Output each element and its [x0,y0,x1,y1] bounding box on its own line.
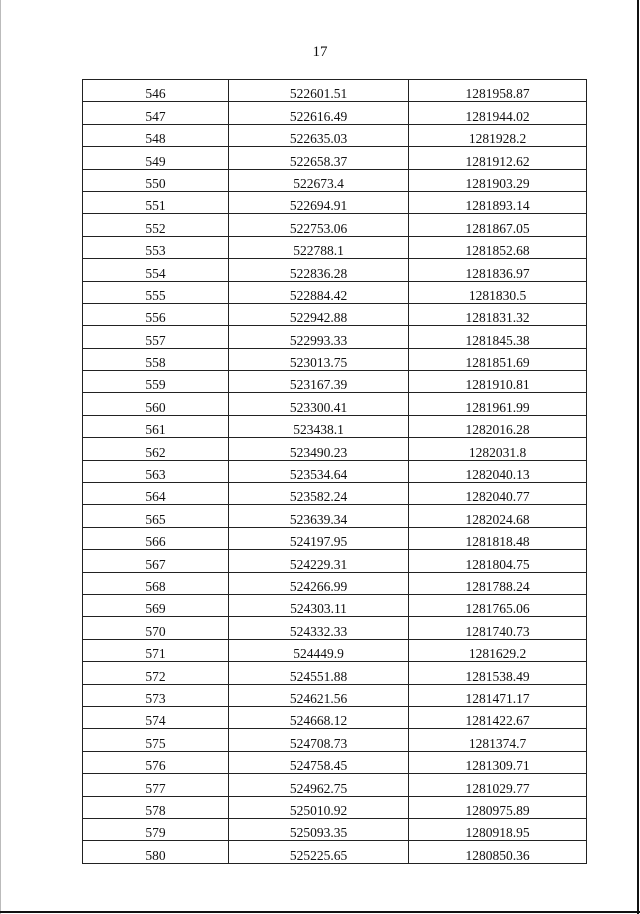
x-coordinate-cell: 522836.28 [229,259,409,281]
x-coordinate-cell: 523438.1 [229,415,409,437]
y-coordinate-cell: 1281851.69 [409,348,587,370]
y-coordinate-cell: 1281836.97 [409,259,587,281]
table-row [83,438,587,460]
point-number-cell: 553 [83,236,229,258]
table-row [83,102,587,124]
x-coordinate-cell: 524449.9 [229,639,409,661]
x-coordinate-cell: 525093.35 [229,818,409,840]
y-coordinate-cell: 1281893.14 [409,191,587,213]
table-row [83,572,587,594]
point-number-cell: 561 [83,415,229,437]
x-coordinate-cell: 522616.49 [229,102,409,124]
point-number-cell: 547 [83,102,229,124]
y-coordinate-cell: 1280850.36 [409,841,587,863]
table-row [83,751,587,773]
point-number-cell: 567 [83,550,229,572]
page-number: 17 [312,44,328,60]
x-coordinate-cell: 524758.45 [229,751,409,773]
coordinates-table [82,79,587,864]
point-number-cell: 579 [83,818,229,840]
table-row [83,796,587,818]
x-coordinate-cell: 522601.51 [229,80,409,102]
y-coordinate-cell: 1281804.75 [409,550,587,572]
table-row [83,236,587,258]
table-row [83,259,587,281]
y-coordinate-cell: 1280975.89 [409,796,587,818]
table-body [83,80,587,864]
x-coordinate-cell: 524551.88 [229,662,409,684]
point-number-cell: 558 [83,348,229,370]
y-coordinate-cell: 1281788.24 [409,572,587,594]
x-coordinate-cell: 522694.91 [229,191,409,213]
x-coordinate-cell: 523582.24 [229,483,409,505]
table-row [83,147,587,169]
point-number-cell: 549 [83,147,229,169]
table-row [83,326,587,348]
table-row [83,841,587,863]
table-row [83,729,587,751]
point-number-cell: 546 [83,80,229,102]
y-coordinate-cell: 1281831.32 [409,303,587,325]
x-coordinate-cell: 522658.37 [229,147,409,169]
x-coordinate-cell: 524197.95 [229,527,409,549]
y-coordinate-cell: 1281629.2 [409,639,587,661]
point-number-cell: 570 [83,617,229,639]
y-coordinate-cell: 1281029.77 [409,774,587,796]
table-row [83,617,587,639]
point-number-cell: 564 [83,483,229,505]
y-coordinate-cell: 1282016.28 [409,415,587,437]
y-coordinate-cell: 1281910.81 [409,371,587,393]
point-number-cell: 568 [83,572,229,594]
point-number-cell: 574 [83,706,229,728]
x-coordinate-cell: 524668.12 [229,706,409,728]
x-coordinate-cell: 524229.31 [229,550,409,572]
point-number-cell: 552 [83,214,229,236]
y-coordinate-cell: 1281944.02 [409,102,587,124]
x-coordinate-cell: 523534.64 [229,460,409,482]
x-coordinate-cell: 523167.39 [229,371,409,393]
y-coordinate-cell: 1281422.67 [409,706,587,728]
x-coordinate-cell: 524266.99 [229,572,409,594]
x-coordinate-cell: 524708.73 [229,729,409,751]
y-coordinate-cell: 1282040.77 [409,483,587,505]
x-coordinate-cell: 522753.06 [229,214,409,236]
table-row [83,639,587,661]
table-row [83,191,587,213]
y-coordinate-cell: 1281538.49 [409,662,587,684]
y-coordinate-cell: 1281852.68 [409,236,587,258]
point-number-cell: 554 [83,259,229,281]
y-coordinate-cell: 1281961.99 [409,393,587,415]
point-number-cell: 551 [83,191,229,213]
point-number-cell: 580 [83,841,229,863]
point-number-cell: 562 [83,438,229,460]
x-coordinate-cell: 524621.56 [229,684,409,706]
x-coordinate-cell: 522884.42 [229,281,409,303]
scan-edge-bottom [0,911,640,913]
table-row [83,415,587,437]
y-coordinate-cell: 1281830.5 [409,281,587,303]
point-number-cell: 557 [83,326,229,348]
x-coordinate-cell: 524332.33 [229,617,409,639]
table-row [83,505,587,527]
y-coordinate-cell: 1281740.73 [409,617,587,639]
y-coordinate-cell: 1281374.7 [409,729,587,751]
y-coordinate-cell: 1281309.71 [409,751,587,773]
x-coordinate-cell: 523300.41 [229,393,409,415]
y-coordinate-cell: 1282031.8 [409,438,587,460]
x-coordinate-cell: 522635.03 [229,124,409,146]
x-coordinate-cell: 523490.23 [229,438,409,460]
y-coordinate-cell: 1280918.95 [409,818,587,840]
point-number-cell: 572 [83,662,229,684]
point-number-cell: 571 [83,639,229,661]
point-number-cell: 565 [83,505,229,527]
table-row [83,684,587,706]
point-number-cell: 569 [83,594,229,616]
y-coordinate-cell: 1281818.48 [409,527,587,549]
table-row [83,393,587,415]
point-number-cell: 573 [83,684,229,706]
point-number-cell: 548 [83,124,229,146]
point-number-cell: 555 [83,281,229,303]
x-coordinate-cell: 522673.4 [229,169,409,191]
table-row [83,281,587,303]
x-coordinate-cell: 522942.88 [229,303,409,325]
y-coordinate-cell: 1281845.38 [409,326,587,348]
y-coordinate-cell: 1281765.06 [409,594,587,616]
x-coordinate-cell: 525225.65 [229,841,409,863]
point-number-cell: 550 [83,169,229,191]
table-row [83,662,587,684]
table-row [83,774,587,796]
table-row [83,303,587,325]
y-coordinate-cell: 1281912.62 [409,147,587,169]
point-number-cell: 560 [83,393,229,415]
x-coordinate-cell: 524962.75 [229,774,409,796]
table-row [83,460,587,482]
y-coordinate-cell: 1281903.29 [409,169,587,191]
table-row [83,818,587,840]
point-number-cell: 576 [83,751,229,773]
x-coordinate-cell: 523639.34 [229,505,409,527]
table-row [83,169,587,191]
table-row [83,706,587,728]
x-coordinate-cell: 524303.11 [229,594,409,616]
y-coordinate-cell: 1281928.2 [409,124,587,146]
y-coordinate-cell: 1281471.17 [409,684,587,706]
table-row [83,124,587,146]
x-coordinate-cell: 522993.33 [229,326,409,348]
point-number-cell: 556 [83,303,229,325]
point-number-cell: 578 [83,796,229,818]
y-coordinate-cell: 1282040.13 [409,460,587,482]
table-row [83,80,587,102]
y-coordinate-cell: 1282024.68 [409,505,587,527]
table-row [83,594,587,616]
x-coordinate-cell: 525010.92 [229,796,409,818]
x-coordinate-cell: 522788.1 [229,236,409,258]
scan-edge-left [0,0,1,914]
point-number-cell: 566 [83,527,229,549]
x-coordinate-cell: 523013.75 [229,348,409,370]
point-number-cell: 577 [83,774,229,796]
point-number-cell: 559 [83,371,229,393]
y-coordinate-cell: 1281867.05 [409,214,587,236]
y-coordinate-cell: 1281958.87 [409,80,587,102]
table-row [83,371,587,393]
scan-edge-right [637,0,639,914]
table-row [83,527,587,549]
table-row [83,348,587,370]
point-number-cell: 575 [83,729,229,751]
table-row [83,550,587,572]
table-row [83,214,587,236]
point-number-cell: 563 [83,460,229,482]
table-row [83,483,587,505]
